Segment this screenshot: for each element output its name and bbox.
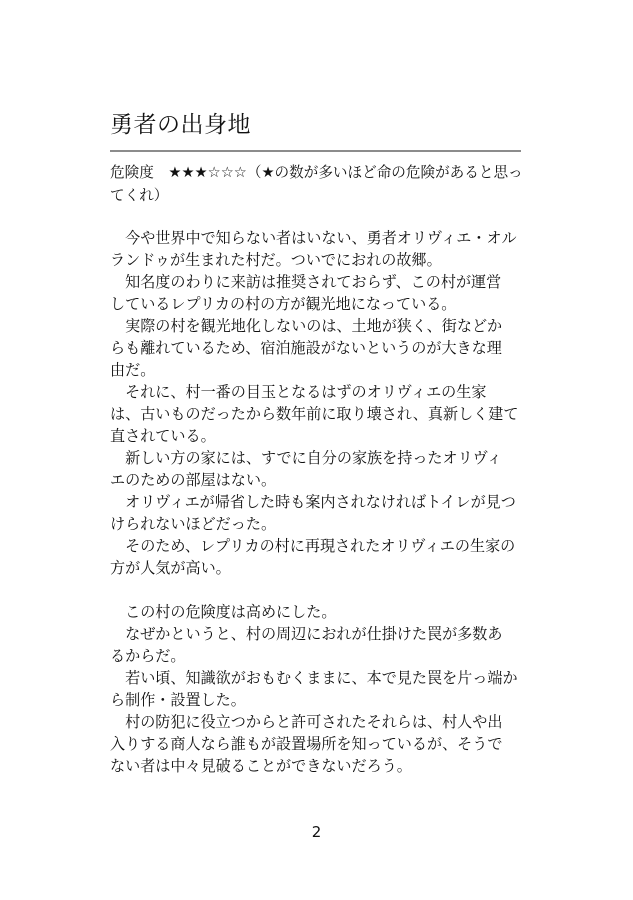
- text-line: 方が人気が高い。: [110, 559, 231, 577]
- text-line: 由だ。: [110, 361, 156, 379]
- text-line: オリヴィエが帰省した時も案内されなければトイレが見つ: [125, 493, 516, 511]
- section: [110, 601, 530, 777]
- text-line: なぜかというと、村の周辺におれが仕掛けた罠が多数あ: [125, 625, 503, 643]
- paragraph: [110, 491, 530, 535]
- text-line: 実際の村を観光地化しないのは、土地が狭く、街などか: [125, 317, 503, 335]
- page-title: 勇者の出身地: [110, 112, 251, 138]
- text-line: 村の防犯に役立つからと許可されたそれらは、村人や出: [125, 713, 503, 731]
- body-text: [110, 227, 530, 777]
- paragraph: [110, 227, 530, 271]
- paragraph: [110, 381, 530, 447]
- text-line: 新しい方の家には、すでに自分の家族を持ったオリヴィ: [125, 449, 502, 467]
- text-line: 直されている。: [110, 427, 216, 445]
- text-line: この村の危険度は高めにした。: [125, 603, 337, 621]
- text-line: 知名度のわりに来訪は推奨されておらず、この村が運営: [125, 273, 502, 291]
- paragraph: [110, 601, 530, 623]
- danger-line: 危険度 ★★★☆☆☆（★の数が多いほど命の危険があると思っ: [110, 164, 523, 181]
- text-line: ランドゥが生まれた村だ。ついでにおれの故郷。: [110, 251, 442, 269]
- text-line: しているレプリカの村の方が観光地になっている。: [110, 295, 457, 313]
- text-line: エのための部屋はない。: [110, 471, 277, 489]
- paragraph: [110, 315, 530, 381]
- page-number: 2: [311, 823, 322, 841]
- text-line: それに、村一番の目玉となるはずのオリヴィエの生家: [125, 383, 487, 401]
- text-line: けられないほどだった。: [110, 515, 277, 533]
- paragraph: [110, 447, 530, 491]
- danger-line: てくれ）: [110, 187, 169, 204]
- text-line: 若い頃、知識欲がおもむくままに、本で見た罠を片っ端か: [125, 669, 518, 687]
- paragraph: [110, 535, 530, 579]
- text-line: 今や世界中で知らない者はいない、勇者オリヴィエ・オル: [125, 229, 517, 247]
- section: [110, 227, 530, 579]
- paragraph: [110, 667, 530, 711]
- text-line: 入りする商人なら誰もが設置場所を知っているが、そうで: [110, 735, 503, 753]
- text-line: らも離れているため、宿泊施設がないというのが大きな理: [110, 339, 502, 357]
- text-line: は、古いものだったから数年前に取り壊され、真新しく建て: [110, 405, 519, 423]
- paragraph: [110, 623, 530, 667]
- text-line: そのため、レプリカの村に再現されたオリヴィエの生家の: [125, 537, 516, 555]
- paragraph: [110, 711, 530, 777]
- text-line: ない者は中々見破ることができないだろう。: [110, 757, 412, 775]
- text-line: るからだ。: [110, 647, 186, 665]
- paragraph: [110, 271, 530, 315]
- danger-rating: [110, 161, 530, 207]
- text-line: ら制作・設置した。: [110, 691, 246, 709]
- title-rule: [110, 150, 521, 152]
